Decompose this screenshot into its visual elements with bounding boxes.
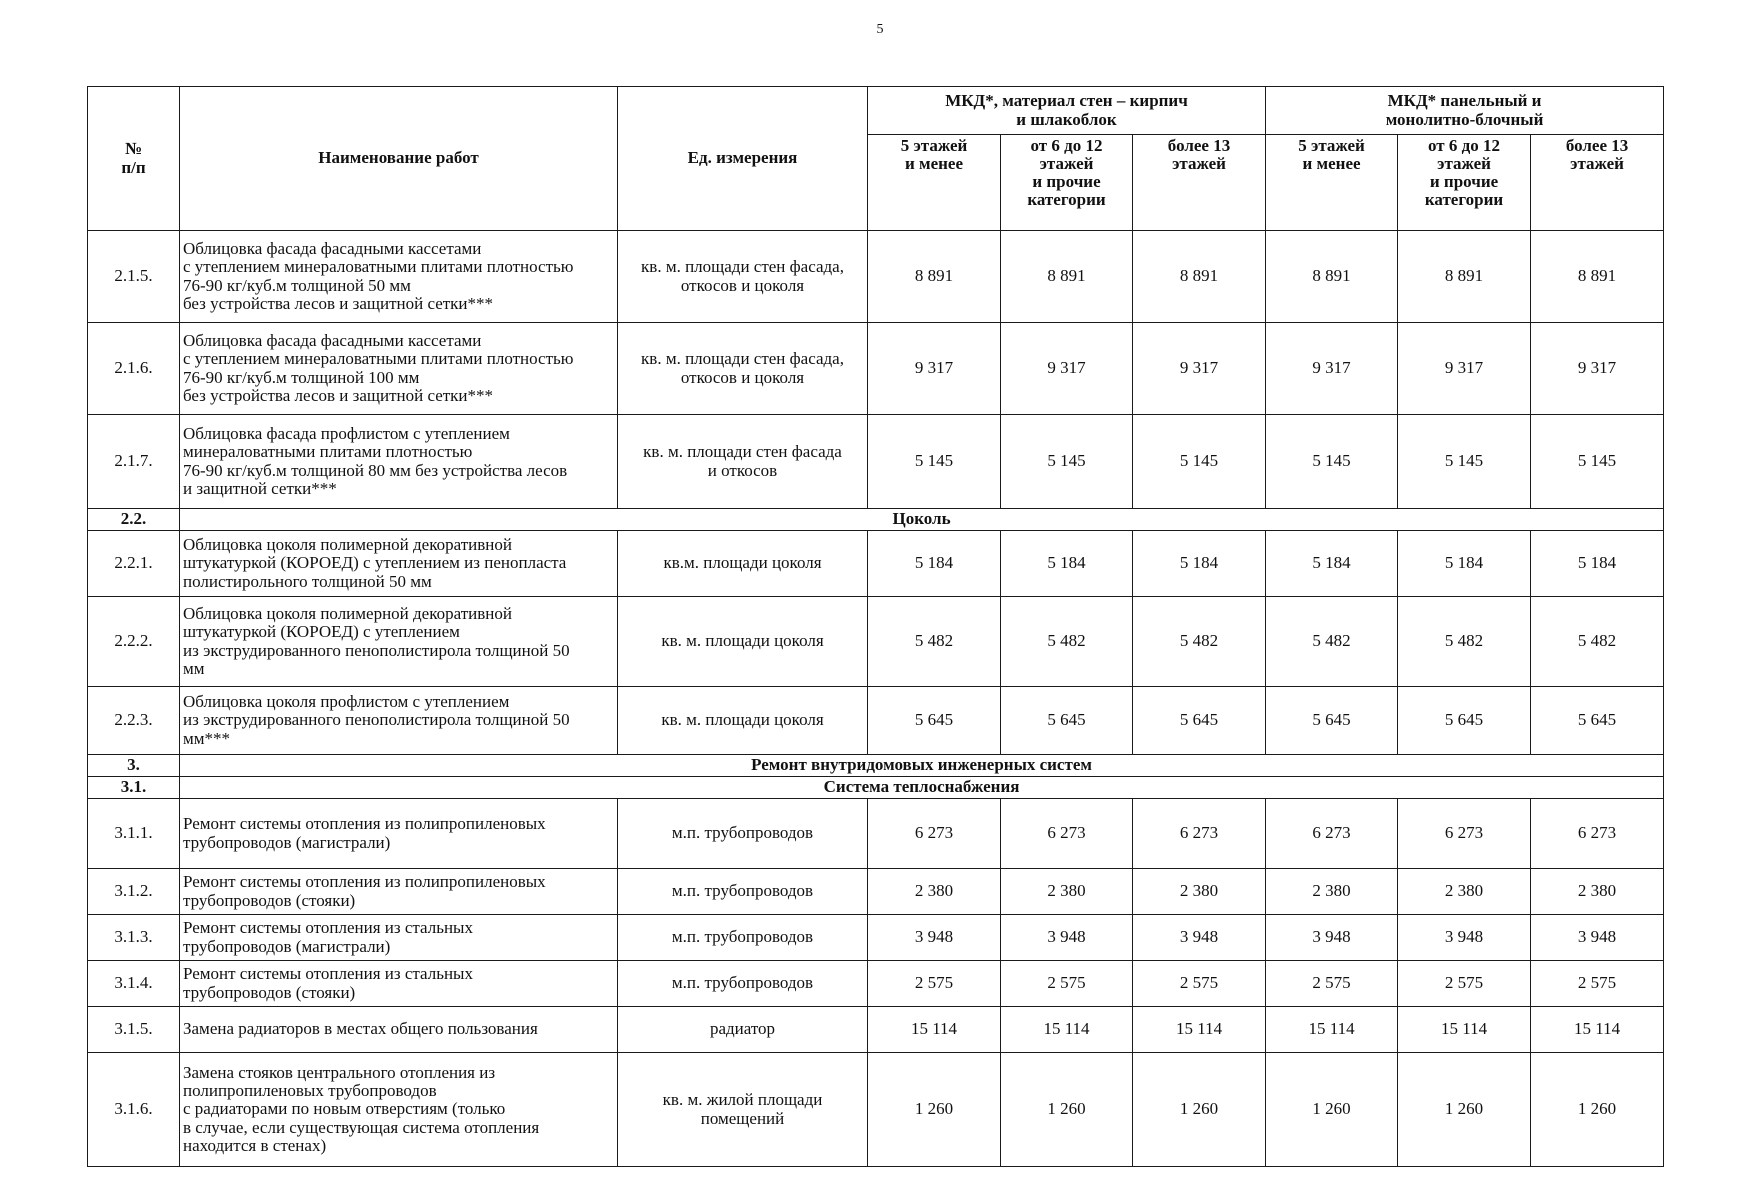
row-number: 2.1.6. [88, 323, 180, 415]
price-cell: 3 948 [1001, 915, 1133, 961]
table-row [88, 915, 1664, 961]
price-cell: 5 145 [1133, 415, 1266, 509]
section-title: Ремонт внутридомовых инженерных систем [180, 755, 1664, 777]
header-group-brick [868, 87, 1266, 135]
price-cell: 2 575 [868, 961, 1001, 1007]
table-row [88, 531, 1664, 597]
row-number: 2.1.7. [88, 415, 180, 509]
price-cell: 5 145 [868, 415, 1001, 509]
table-row [88, 687, 1664, 755]
price-cell: 6 273 [1398, 799, 1531, 869]
price-cell: 9 317 [1001, 323, 1133, 415]
price-cell: 5 184 [868, 531, 1001, 597]
row-number: 2.1.5. [88, 231, 180, 323]
row-number: 3.1.5. [88, 1007, 180, 1053]
row-number: 3.1.1. [88, 799, 180, 869]
header-floors-1 [1001, 135, 1133, 231]
header-work-name-text: Наименование работ [318, 148, 479, 168]
price-cell: 1 260 [1133, 1053, 1266, 1167]
price-cell: 2 575 [1266, 961, 1398, 1007]
unit-of-measure: м.п. трубопроводов [618, 961, 868, 1007]
price-cell: 9 317 [868, 323, 1001, 415]
price-cell: 3 948 [1133, 915, 1266, 961]
price-cell: 1 260 [868, 1053, 1001, 1167]
price-cell: 2 575 [1001, 961, 1133, 1007]
price-cell: 15 114 [1531, 1007, 1664, 1053]
page-number: 5 [876, 22, 884, 37]
work-name: Облицовка фасада фасадными кассетами с утеплением минераловатными плитами плотностью 76-90 кг/куб.м толщиной 50 мм без устройства лесов и защитной сетки*** [180, 231, 618, 323]
price-cell: 6 273 [1001, 799, 1133, 869]
price-cell: 8 891 [1001, 231, 1133, 323]
price-cell: 2 575 [1133, 961, 1266, 1007]
unit-of-measure: м.п. трубопроводов [618, 915, 868, 961]
header-floors-text: от 6 до 12 этажей и прочие категории [1027, 136, 1106, 210]
header-work-name [180, 87, 618, 231]
price-cell: 8 891 [1266, 231, 1398, 323]
table-row [88, 415, 1664, 509]
price-cell: 5 184 [1398, 531, 1531, 597]
price-cell: 2 380 [868, 869, 1001, 915]
price-cell: 5 645 [1133, 687, 1266, 755]
header-floors-0 [868, 135, 1001, 231]
header-number-text: № п/п [121, 139, 146, 177]
work-name: Облицовка цоколя профлистом с утеплением из экструдированного пенополистирола толщиной 50 мм*** [180, 687, 618, 755]
price-cell: 5 645 [1531, 687, 1664, 755]
header-floors-text: 5 этажей и менее [1298, 136, 1365, 174]
row-number: 3.1.4. [88, 961, 180, 1007]
header-group-panel-text: МКД* панельный и монолитно-блочный [1385, 91, 1544, 129]
price-cell: 3 948 [868, 915, 1001, 961]
table-row [88, 869, 1664, 915]
price-cell: 1 260 [1001, 1053, 1133, 1167]
section-number: 3.1. [88, 777, 180, 799]
price-cell: 2 380 [1398, 869, 1531, 915]
header-floors-2 [1133, 135, 1266, 231]
price-cell: 2 380 [1266, 869, 1398, 915]
header-floors-4 [1398, 135, 1531, 231]
price-cell: 6 273 [1531, 799, 1664, 869]
price-cell: 2 380 [1133, 869, 1266, 915]
work-name: Ремонт системы отопления из стальных трубопроводов (магистрали) [180, 915, 618, 961]
row-number: 2.2.3. [88, 687, 180, 755]
work-name: Ремонт системы отопления из стальных трубопроводов (стояки) [180, 961, 618, 1007]
price-cell: 5 184 [1001, 531, 1133, 597]
price-cell: 5 482 [1398, 597, 1531, 687]
header-floors-text: 5 этажей и менее [900, 136, 968, 174]
header-floors-text: от 6 до 12 этажей и прочие категории [1424, 136, 1504, 210]
section-title: Цоколь [180, 509, 1664, 531]
section-row [88, 777, 1664, 799]
work-name: Ремонт системы отопления из полипропиленовых трубопроводов (магистрали) [180, 799, 618, 869]
header-unit-text: Ед. измерения [687, 148, 798, 168]
price-cell: 8 891 [868, 231, 1001, 323]
price-cell: 8 891 [1531, 231, 1664, 323]
unit-of-measure: м.п. трубопроводов [618, 799, 868, 869]
price-cell: 5 645 [868, 687, 1001, 755]
price-cell: 8 891 [1133, 231, 1266, 323]
price-cell: 15 114 [868, 1007, 1001, 1053]
table-row [88, 597, 1664, 687]
price-cell: 2 380 [1531, 869, 1664, 915]
price-cell: 5 184 [1133, 531, 1266, 597]
unit-of-measure: кв. м. жилой площади помещений [618, 1053, 868, 1167]
price-cell: 15 114 [1133, 1007, 1266, 1053]
price-cell: 1 260 [1398, 1053, 1531, 1167]
work-name: Замена радиаторов в местах общего пользования [180, 1007, 618, 1053]
section-row [88, 755, 1664, 777]
price-cell: 5 482 [1531, 597, 1664, 687]
price-cell: 5 482 [1133, 597, 1266, 687]
header-group-panel [1266, 87, 1664, 135]
work-name: Облицовка фасада фасадными кассетами с утеплением минераловатными плитами плотностью 76-90 кг/куб.м толщиной 100 мм без устройства лесов и защитной сетки*** [180, 323, 618, 415]
price-cell: 5 482 [1001, 597, 1133, 687]
section-title: Система теплоснабжения [180, 777, 1664, 799]
header-floors-5 [1531, 135, 1664, 231]
work-name: Облицовка цоколя полимерной декоративной штукатуркой (КОРОЕД) с утеплением из экструдированного пенополистирола толщиной 50 мм [180, 597, 618, 687]
price-cell: 2 575 [1531, 961, 1664, 1007]
unit-of-measure: радиатор [618, 1007, 868, 1053]
table-row [88, 231, 1664, 323]
header-unit [618, 87, 868, 231]
price-cell: 1 260 [1266, 1053, 1398, 1167]
header-floors-3 [1266, 135, 1398, 231]
table-row [88, 961, 1664, 1007]
unit-of-measure: кв. м. площади цоколя [618, 597, 868, 687]
rates-table [87, 86, 1664, 1167]
row-number: 2.2.1. [88, 531, 180, 597]
table-row [88, 1007, 1664, 1053]
price-cell: 6 273 [1266, 799, 1398, 869]
table-row [88, 323, 1664, 415]
work-name: Ремонт системы отопления из полипропиленовых трубопроводов (стояки) [180, 869, 618, 915]
work-name: Облицовка фасада профлистом с утеплением минераловатными плитами плотностью 76-90 кг/куб.м толщиной 80 мм без устройства лесов и защитной сетки*** [180, 415, 618, 509]
price-cell: 5 645 [1001, 687, 1133, 755]
unit-of-measure: м.п. трубопроводов [618, 869, 868, 915]
price-cell: 15 114 [1398, 1007, 1531, 1053]
price-cell: 5 145 [1266, 415, 1398, 509]
row-number: 3.1.3. [88, 915, 180, 961]
price-cell: 9 317 [1531, 323, 1664, 415]
table-row [88, 1053, 1664, 1167]
table-row [88, 799, 1664, 869]
price-cell: 9 317 [1266, 323, 1398, 415]
unit-of-measure: кв.м. площади цоколя [618, 531, 868, 597]
header-floors-text: более 13 этажей [1167, 136, 1231, 174]
price-cell: 15 114 [1266, 1007, 1398, 1053]
price-cell: 5 645 [1398, 687, 1531, 755]
price-cell: 6 273 [1133, 799, 1266, 869]
header-number [88, 87, 180, 231]
price-cell: 5 184 [1531, 531, 1664, 597]
price-cell: 5 645 [1266, 687, 1398, 755]
price-cell: 3 948 [1531, 915, 1664, 961]
unit-of-measure: кв. м. площади стен фасада, откосов и цоколя [618, 323, 868, 415]
row-number: 3.1.2. [88, 869, 180, 915]
unit-of-measure: кв. м. площади стен фасада и откосов [618, 415, 868, 509]
row-number: 2.2.2. [88, 597, 180, 687]
price-cell: 5 482 [868, 597, 1001, 687]
header-group-brick-text: МКД*, материал стен – кирпич и шлакоблок [945, 91, 1188, 129]
unit-of-measure: кв. м. площади стен фасада, откосов и цоколя [618, 231, 868, 323]
work-name: Замена стояков центрального отопления из полипропиленовых трубопроводов с радиаторами по новым отверстиям (только в случае, если существующая система отопления находится в стенах) [180, 1053, 618, 1167]
header-floors-text: более 13 этажей [1565, 136, 1629, 174]
price-cell: 8 891 [1398, 231, 1531, 323]
price-cell: 2 575 [1398, 961, 1531, 1007]
price-cell: 5 145 [1398, 415, 1531, 509]
section-number: 3. [88, 755, 180, 777]
price-cell: 3 948 [1266, 915, 1398, 961]
price-cell: 5 184 [1266, 531, 1398, 597]
price-cell: 15 114 [1001, 1007, 1133, 1053]
price-cell: 5 482 [1266, 597, 1398, 687]
price-cell: 9 317 [1398, 323, 1531, 415]
price-cell: 5 145 [1531, 415, 1664, 509]
row-number: 3.1.6. [88, 1053, 180, 1167]
price-cell: 1 260 [1531, 1053, 1664, 1167]
work-name: Облицовка цоколя полимерной декоративной штукатуркой (КОРОЕД) с утеплением из пенопласта полистирольного толщиной 50 мм [180, 531, 618, 597]
price-cell: 6 273 [868, 799, 1001, 869]
price-cell: 3 948 [1398, 915, 1531, 961]
price-cell: 5 145 [1001, 415, 1133, 509]
section-row [88, 509, 1664, 531]
unit-of-measure: кв. м. площади цоколя [618, 687, 868, 755]
price-cell: 9 317 [1133, 323, 1266, 415]
section-number: 2.2. [88, 509, 180, 531]
price-cell: 2 380 [1001, 869, 1133, 915]
